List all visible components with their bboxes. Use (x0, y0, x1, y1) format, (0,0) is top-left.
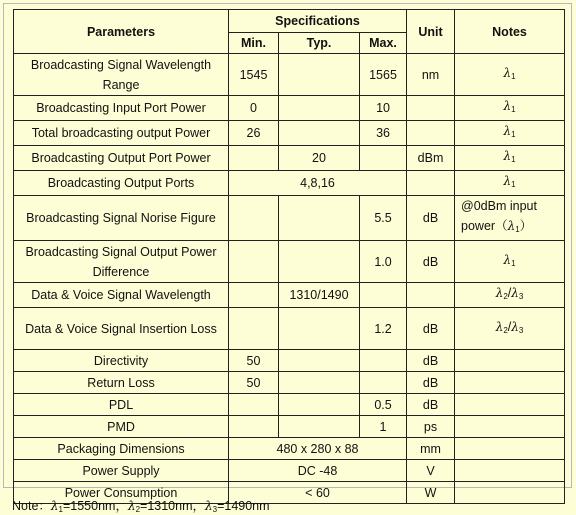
lambda-subscript: 2 (135, 505, 141, 514)
table-row (14, 438, 565, 460)
unit-cell: dBm (407, 146, 455, 171)
notes-cell (455, 96, 565, 121)
table-row (14, 372, 565, 394)
table-row (14, 121, 565, 146)
parameter-cell: Data & Voice Signal Wavelength (14, 283, 229, 308)
parameter-cell: Broadcasting Signal Output Power Difference (14, 241, 229, 283)
min-cell (229, 196, 279, 241)
header-parameters: Parameters (14, 10, 229, 54)
unit-cell (407, 96, 455, 121)
lambda-symbol: λ (503, 174, 512, 188)
lambda-subscript: 1 (515, 225, 520, 234)
notes-cell (455, 241, 565, 283)
table-row (14, 416, 565, 438)
lambda-symbol: λ (503, 99, 512, 113)
notes-cell (455, 196, 565, 241)
min-cell (229, 146, 279, 171)
notes-cell (455, 54, 565, 96)
header-min: Min. (229, 33, 279, 54)
header-max: Max. (360, 33, 407, 54)
unit-cell: dB (407, 308, 455, 350)
min-cell (229, 283, 279, 308)
min-cell: 50 (229, 372, 279, 394)
min-cell (229, 416, 279, 438)
lambda-symbol: λ (511, 319, 519, 334)
parameter-cell: PMD (14, 416, 229, 438)
typ-cell (279, 196, 360, 241)
lambda-subscript: 3 (518, 292, 524, 301)
unit-cell: dB (407, 394, 455, 416)
spec-span-cell: DC -48 (229, 460, 407, 482)
typ-cell (279, 308, 360, 350)
notes-cell (455, 121, 565, 146)
unit-cell: ps (407, 416, 455, 438)
max-cell (360, 146, 407, 171)
max-cell: 1 (360, 416, 407, 438)
parameter-cell: Directivity (14, 350, 229, 372)
lambda-symbol: λ (503, 65, 512, 80)
typ-cell: 1310/1490 (279, 283, 360, 308)
parameter-cell: Broadcasting Input Port Power (14, 96, 229, 121)
unit-cell: mm (407, 438, 455, 460)
lambda-symbol: λ (507, 219, 516, 233)
parameter-cell: Power Consumption (14, 482, 229, 504)
min-cell (229, 308, 279, 350)
spec-span-cell: 480 x 280 x 88 (229, 438, 407, 460)
lambda-subscript: 1 (511, 180, 516, 189)
footnote (12, 496, 270, 514)
parameter-cell: Return Loss (14, 372, 229, 394)
typ-cell (279, 241, 360, 283)
notes-cell (455, 460, 565, 482)
table-row (14, 241, 565, 283)
max-cell (360, 372, 407, 394)
table-row (14, 308, 565, 350)
header-unit: Unit (407, 10, 455, 54)
lambda-subscript: 1 (511, 105, 516, 114)
typ-cell (279, 394, 360, 416)
unit-cell: dB (407, 350, 455, 372)
table-row (14, 460, 565, 482)
max-cell: 1.2 (360, 308, 407, 350)
min-cell (229, 394, 279, 416)
min-cell (229, 241, 279, 283)
lambda-subscript: 1 (511, 130, 516, 139)
lambda-subscript: 1 (58, 505, 63, 514)
footnote-value: =1490nm (217, 499, 270, 513)
parameter-cell: Broadcasting Output Port Power (14, 146, 229, 171)
table-row (14, 196, 565, 241)
table-row (14, 96, 565, 121)
max-cell: 0.5 (360, 394, 407, 416)
unit-cell (407, 171, 455, 196)
parameter-cell: PDL (14, 394, 229, 416)
lambda-symbol: λ (503, 149, 512, 163)
lambda-subscript: 3 (518, 325, 524, 335)
spec-span-cell: < 60 (229, 482, 407, 504)
min-cell: 50 (229, 350, 279, 372)
max-cell: 1565 (360, 54, 407, 96)
max-cell: 1.0 (360, 241, 407, 283)
max-cell: 10 (360, 96, 407, 121)
table-row (14, 146, 565, 171)
lambda-subscript: 2 (503, 292, 508, 301)
lambda-symbol: λ (205, 499, 213, 513)
lambda-subscript: 3 (212, 505, 218, 514)
notes-cell (455, 350, 565, 372)
typ-cell (279, 96, 360, 121)
notes-cell (455, 372, 565, 394)
lambda-symbol: λ (511, 286, 519, 300)
lambda-symbol: λ (503, 252, 512, 267)
min-cell: 0 (229, 96, 279, 121)
unit-cell: W (407, 482, 455, 504)
parameter-cell: Broadcasting Output Ports (14, 171, 229, 196)
header-typ: Typ. (279, 33, 360, 54)
lambda-symbol: λ (503, 124, 512, 138)
parameter-cell: Data & Voice Signal Insertion Loss (14, 308, 229, 350)
notes-cell (455, 171, 565, 196)
parameter-cell: Power Supply (14, 460, 229, 482)
unit-cell: dB (407, 196, 455, 241)
unit-cell (407, 283, 455, 308)
footnote-value: =1310nm， (140, 499, 205, 513)
parameter-cell: Total broadcasting output Power (14, 121, 229, 146)
parameter-cell: Broadcasting Signal Wavelength Range (14, 54, 229, 96)
notes-cell: $\lambda_2/\lambda_3$ (455, 283, 565, 308)
typ-cell (279, 416, 360, 438)
parameter-cell: Packaging Dimensions (14, 438, 229, 460)
lambda-symbol: λ (127, 499, 136, 513)
lambda-subscript: 1 (511, 155, 516, 164)
unit-cell (407, 121, 455, 146)
unit-cell: nm (407, 54, 455, 96)
unit-cell: V (407, 460, 455, 482)
table-row (14, 350, 565, 372)
footnote-items (51, 499, 270, 513)
table-row (14, 283, 565, 308)
unit-cell: dB (407, 372, 455, 394)
typ-cell (279, 350, 360, 372)
header-notes: Notes (455, 10, 565, 54)
max-cell: 5.5 (360, 196, 407, 241)
lambda-symbol: λ (495, 286, 504, 300)
lambda-symbol: λ (50, 499, 59, 513)
unit-cell: dB (407, 241, 455, 283)
notes-cell (455, 394, 565, 416)
notes-cell (455, 438, 565, 460)
max-cell (360, 350, 407, 372)
table-row (14, 171, 565, 196)
table-body (14, 54, 565, 504)
max-cell: 36 (360, 121, 407, 146)
notes-cell (455, 482, 565, 504)
footnote-value: =1550nm， (62, 499, 128, 513)
typ-cell (279, 54, 360, 96)
header-specifications: Specifications (229, 10, 407, 33)
max-cell (360, 283, 407, 308)
parameter-cell: Broadcasting Signal Norise Figure (14, 196, 229, 241)
typ-cell (279, 372, 360, 394)
notes-cell (455, 416, 565, 438)
lambda-subscript: 2 (503, 325, 508, 335)
typ-cell (279, 121, 360, 146)
notes-cell: $\lambda_2/\lambda_3$ (455, 308, 565, 350)
spec-span-cell: 4,8,16 (229, 171, 407, 196)
lambda-subscript: 1 (511, 258, 516, 268)
lambda-symbol: λ (495, 319, 504, 334)
note-suffix: ） (519, 219, 533, 233)
table-row (14, 54, 565, 96)
table-row (14, 394, 565, 416)
note-prefix: @0dBm input power（ (461, 199, 537, 233)
lambda-subscript: 1 (511, 71, 516, 81)
notes-cell (455, 146, 565, 171)
specifications-table (13, 9, 565, 504)
typ-cell: 20 (279, 146, 360, 171)
footnote-prefix: Note： (12, 499, 51, 513)
min-cell: 26 (229, 121, 279, 146)
min-cell: 1545 (229, 54, 279, 96)
